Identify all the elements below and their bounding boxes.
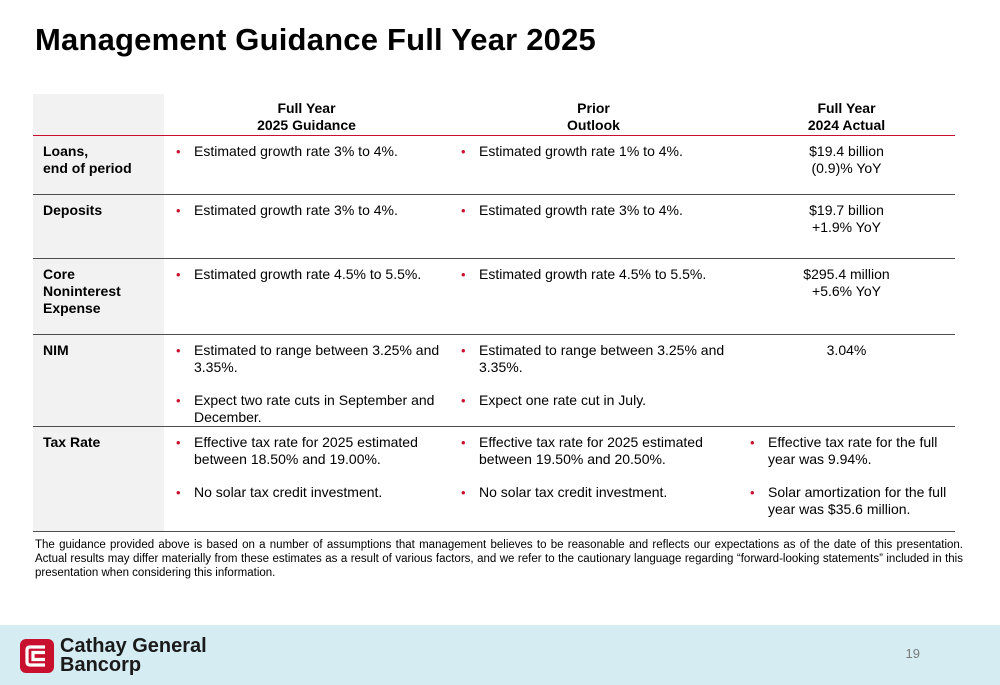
- bullet-icon: •: [750, 434, 755, 450]
- bullet-icon: •: [461, 266, 466, 282]
- bullet-icon: •: [176, 434, 181, 450]
- bullet-icon: •: [176, 266, 181, 282]
- core-guidance-cell: [164, 258, 449, 334]
- bullet-text: Expect one rate cut in July.: [479, 391, 647, 408]
- list-item: [748, 434, 947, 468]
- bullet-icon: •: [176, 392, 181, 408]
- row-label-line: Deposits: [43, 201, 103, 218]
- bullet-text: Estimated growth rate 1% to 4%.: [479, 142, 683, 159]
- bullet-icon: •: [176, 143, 181, 159]
- header-line: 2024 Actual: [807, 117, 886, 133]
- bullet-text: No solar tax credit investment.: [479, 483, 668, 500]
- nim-prior-cell: [449, 334, 738, 426]
- header-line: Full Year: [817, 100, 876, 116]
- actual-yoy: +5.6% YoY: [812, 282, 881, 299]
- header-prior-outlook: [449, 94, 738, 135]
- bullet-icon: •: [176, 484, 181, 500]
- footer-bar: [0, 625, 1000, 685]
- list-item: [459, 202, 730, 219]
- bullet-icon: •: [461, 342, 466, 358]
- loans-prior-cell: [449, 135, 738, 194]
- bullet-text: Estimated growth rate 3% to 4%.: [194, 201, 398, 218]
- row-label-tax-rate: [33, 426, 164, 531]
- row-label-line: Core: [43, 265, 75, 282]
- list-item: [174, 392, 441, 426]
- bullet-icon: •: [176, 342, 181, 358]
- company-logo: [20, 637, 207, 675]
- nim-actual-cell: [738, 334, 955, 426]
- deposits-guidance-cell: [164, 194, 449, 258]
- cathay-logo-icon: [20, 639, 54, 673]
- actual-value: 3.04%: [826, 341, 867, 358]
- tax-actual-cell: [738, 426, 955, 531]
- actual-yoy: (0.9)% YoY: [811, 159, 882, 176]
- row-label-core-noninterest-expense: [33, 258, 164, 334]
- page-title: Management Guidance Full Year 2025: [35, 22, 597, 57]
- bullet-icon: •: [176, 202, 181, 218]
- core-prior-cell: [449, 258, 738, 334]
- list-item: [459, 484, 730, 501]
- row-label-line: Noninterest: [43, 282, 121, 299]
- bullet-text: Estimated to range between 3.25% and 3.35%.: [479, 341, 725, 375]
- table-row-core-noninterest-expense: [33, 258, 955, 334]
- bullet-text: Expect two rate cuts in September and December.: [194, 391, 435, 425]
- logo-line: Cathay General: [60, 635, 207, 657]
- bullet-text: Solar amortization for the full year was $35.6 million.: [768, 483, 947, 517]
- actual-value: $19.4 billion: [809, 142, 884, 159]
- row-label-deposits: [33, 194, 164, 258]
- list-item: [459, 342, 730, 376]
- bullet-icon: •: [461, 143, 466, 159]
- bullet-text: Estimated growth rate 4.5% to 5.5%.: [479, 265, 707, 282]
- row-label-line: Expense: [43, 299, 101, 316]
- header-2024-actual: [738, 94, 955, 135]
- list-item: [174, 484, 441, 501]
- actual-yoy: +1.9% YoY: [812, 218, 881, 235]
- row-label-line: Loans,: [43, 142, 89, 159]
- list-item: [174, 143, 441, 160]
- logo-line: Bancorp: [60, 654, 142, 676]
- logo-wordmark: [60, 637, 207, 675]
- row-label-nim: [33, 334, 164, 426]
- row-label-line: NIM: [43, 341, 69, 358]
- actual-value: $19.7 billion: [809, 201, 884, 218]
- actual-value: $295.4 million: [803, 265, 890, 282]
- table-row-tax-rate: [33, 426, 955, 531]
- tax-prior-cell: [449, 426, 738, 531]
- bullet-text: Estimated growth rate 3% to 4%.: [479, 201, 683, 218]
- header-corner: [33, 94, 164, 135]
- table-row-nim: [33, 334, 955, 426]
- bullet-icon: •: [461, 434, 466, 450]
- list-item: [174, 434, 441, 468]
- bullet-icon: •: [461, 392, 466, 408]
- deposits-prior-cell: [449, 194, 738, 258]
- list-item: [459, 143, 730, 160]
- list-item: [174, 202, 441, 219]
- list-item: [174, 266, 441, 283]
- header-line: Prior: [577, 100, 610, 116]
- header-line: Full Year: [277, 100, 336, 116]
- bullet-text: Estimated growth rate 3% to 4%.: [194, 142, 398, 159]
- loans-guidance-cell: [164, 135, 449, 194]
- bullet-text: Estimated growth rate 4.5% to 5.5%.: [194, 265, 422, 282]
- bullet-icon: •: [461, 202, 466, 218]
- header-2025-guidance: [164, 94, 449, 135]
- list-item: [459, 434, 730, 468]
- list-item: [459, 266, 730, 283]
- nim-guidance-cell: [164, 334, 449, 426]
- loans-actual-cell: [738, 135, 955, 194]
- table-row-loans: [33, 135, 955, 194]
- page-number: 19: [905, 646, 920, 661]
- disclaimer-text: The guidance provided above is based on a number of assumptions that management believes to be reasonable and reflects our expectations as of the date of this presentation. Actual results may differ materially from these estimates as a result of various factors, and we refer to the cautionary language regarding “forward-looking statements” included in this presentation when considering this information.: [35, 539, 963, 579]
- bullet-text: Effective tax rate for 2025 estimated between 18.50% and 19.00%.: [194, 433, 418, 467]
- header-line: Outlook: [567, 117, 620, 133]
- row-label-line: Tax Rate: [43, 433, 101, 450]
- row-label-line: end of period: [43, 159, 132, 176]
- table-row-deposits: [33, 194, 955, 258]
- header-line: 2025 Guidance: [257, 117, 356, 133]
- core-actual-cell: [738, 258, 955, 334]
- table-header-row: [33, 94, 955, 135]
- bullet-icon: •: [750, 484, 755, 500]
- deposits-actual-cell: [738, 194, 955, 258]
- bullet-icon: •: [461, 484, 466, 500]
- row-label-loans: [33, 135, 164, 194]
- bullet-text: No solar tax credit investment.: [194, 483, 383, 500]
- list-item: [459, 392, 730, 409]
- guidance-table: [33, 94, 955, 532]
- bullet-text: Effective tax rate for 2025 estimated between 19.50% and 20.50%.: [479, 433, 703, 467]
- bullet-text: Effective tax rate for the full year was 9.94%.: [768, 433, 938, 467]
- tax-guidance-cell: [164, 426, 449, 531]
- bullet-text: Estimated to range between 3.25% and 3.35%.: [194, 341, 440, 375]
- list-item: [748, 484, 947, 518]
- list-item: [174, 342, 441, 376]
